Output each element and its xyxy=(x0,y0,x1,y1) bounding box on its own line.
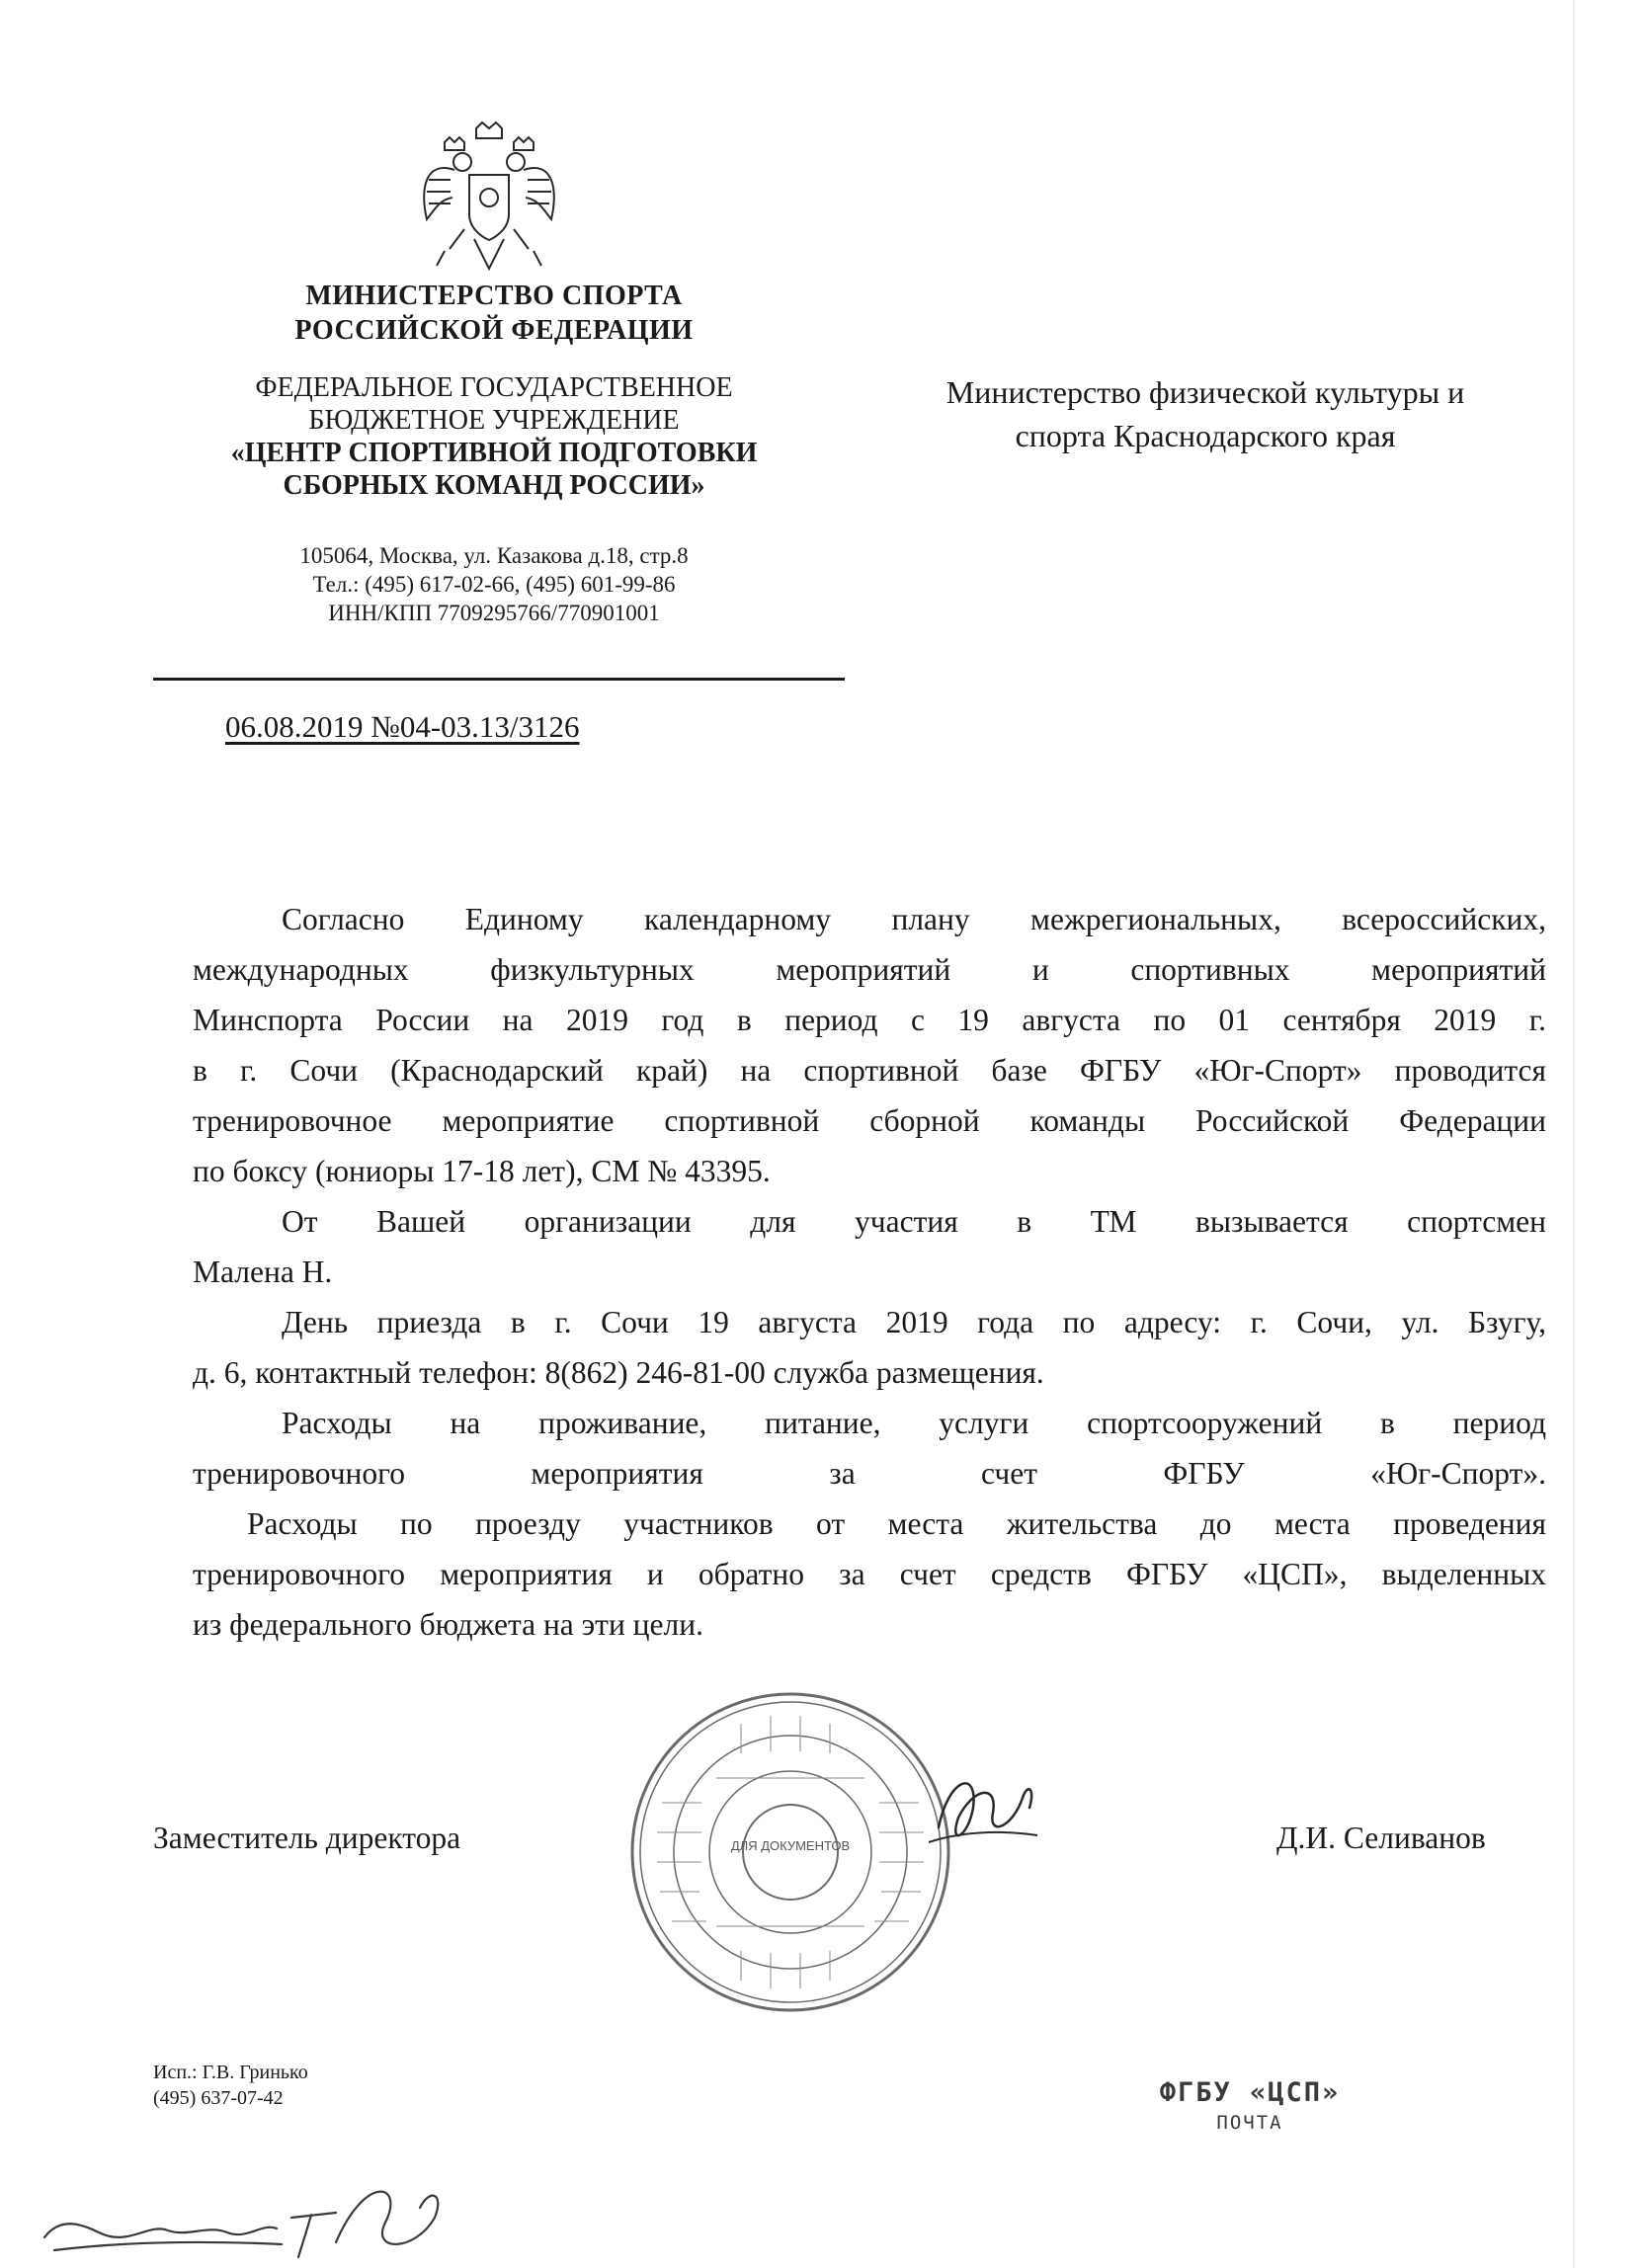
body-line: в г. Сочи (Краснодарский край) на спортивной базе ФГБУ «Юг-Спорт» проводится xyxy=(193,1053,1546,1088)
bottom-signature-icon xyxy=(40,2163,464,2262)
body-line: Согласно Единому календарному плану межрегиональных, всероссийских, xyxy=(282,902,1546,936)
inn: ИНН/КПП 7709295766/770901001 xyxy=(328,601,660,625)
body-line: Минспорта России на 2019 год в период с 19 августа по 01 сентября 2019 г. xyxy=(193,1003,1546,1037)
recipient xyxy=(869,370,1541,457)
phone: Тел.: (495) 617-02-66, (495) 601-99-86 xyxy=(312,572,676,597)
body-line: От Вашей организации для участия в ТМ вызывается спортсмен xyxy=(282,1204,1546,1239)
body-line: Малена Н. xyxy=(193,1255,333,1289)
body-line: из федерального бюджета на эти цели. xyxy=(193,1607,703,1642)
body-line: д. 6, контактный телефон: 8(862) 246-81-00 служба размещения. xyxy=(193,1355,1044,1390)
body-line: по боксу (юниоры 17-18 лет), СМ № 43395. xyxy=(193,1154,771,1188)
organization-name xyxy=(138,371,850,502)
body-line: тренировочного мероприятия и обратно за счет средств ФГБУ «ЦСП», выделенных xyxy=(193,1557,1546,1591)
page-edge xyxy=(1573,0,1575,2268)
body-line: Расходы по проезду участников от места жительства до места проведения xyxy=(247,1506,1546,1541)
executor-phone: (495) 637-07-42 xyxy=(153,2087,284,2109)
ministry-header xyxy=(138,279,850,348)
handwritten-signature-icon xyxy=(919,1758,1047,1867)
body-line: международных физкультурных мероприятий и спортивных мероприятий xyxy=(193,952,1546,987)
recipient-line: спорта Краснодарского края xyxy=(1015,418,1396,453)
ministry-line: МИНИСТЕРСТВО СПОРТА xyxy=(305,281,683,311)
body-line: День приезда в г. Сочи 19 августа 2019 года по адресу: г. Сочи, ул. Бзугу, xyxy=(282,1305,1546,1339)
stamp-line: ПОЧТА xyxy=(1216,2112,1283,2134)
body-line: Расходы на проживание, питание, услуги спортсооружений в период xyxy=(282,1406,1546,1440)
stamp-line: ФГБУ «ЦСП» xyxy=(1159,2077,1341,2108)
org-line: СБОРНЫХ КОМАНД РОССИИ» xyxy=(283,470,705,501)
letter-body xyxy=(193,894,1546,1650)
executor-name: Исп.: Г.В. Гринько xyxy=(153,2062,308,2083)
mail-stamp xyxy=(1102,2077,1398,2134)
organization-contacts xyxy=(138,541,850,627)
recipient-line: Министерство физической культуры и xyxy=(945,374,1465,410)
org-line: ФЕДЕРАЛЬНОЕ ГОСУДАРСТВЕННОЕ xyxy=(255,372,733,403)
address: 105064, Москва, ул. Казакова д.18, стр.8 xyxy=(299,543,689,568)
body-line: тренировочного мероприятия за счет ФГБУ «Юг-Спорт». xyxy=(193,1456,1546,1491)
ministry-line: РОССИЙСКОЙ ФЕДЕРАЦИИ xyxy=(294,315,694,346)
org-line: БЮДЖЕТНОЕ УЧРЕЖДЕНИЕ xyxy=(308,405,680,436)
org-line: «ЦЕНТР СПОРТИВНОЙ ПОДГОТОВКИ xyxy=(230,438,758,468)
round-seal-icon xyxy=(622,1684,958,2020)
signatory-title: Заместитель директора xyxy=(153,1821,461,1855)
body-line: тренировочное мероприятие спортивной сборной команды Российской Федерации xyxy=(193,1103,1546,1138)
signatory-name: Д.И. Селиванов xyxy=(1276,1821,1486,1855)
registration-number: 06.08.2019 №04-03.13/3126 xyxy=(225,709,580,744)
coat-of-arms-icon xyxy=(415,121,563,284)
header-divider xyxy=(153,678,845,681)
executor-info xyxy=(153,2060,308,2111)
seal-center-text: ДЛЯ ДОКУМЕНТОВ xyxy=(730,1838,851,1853)
